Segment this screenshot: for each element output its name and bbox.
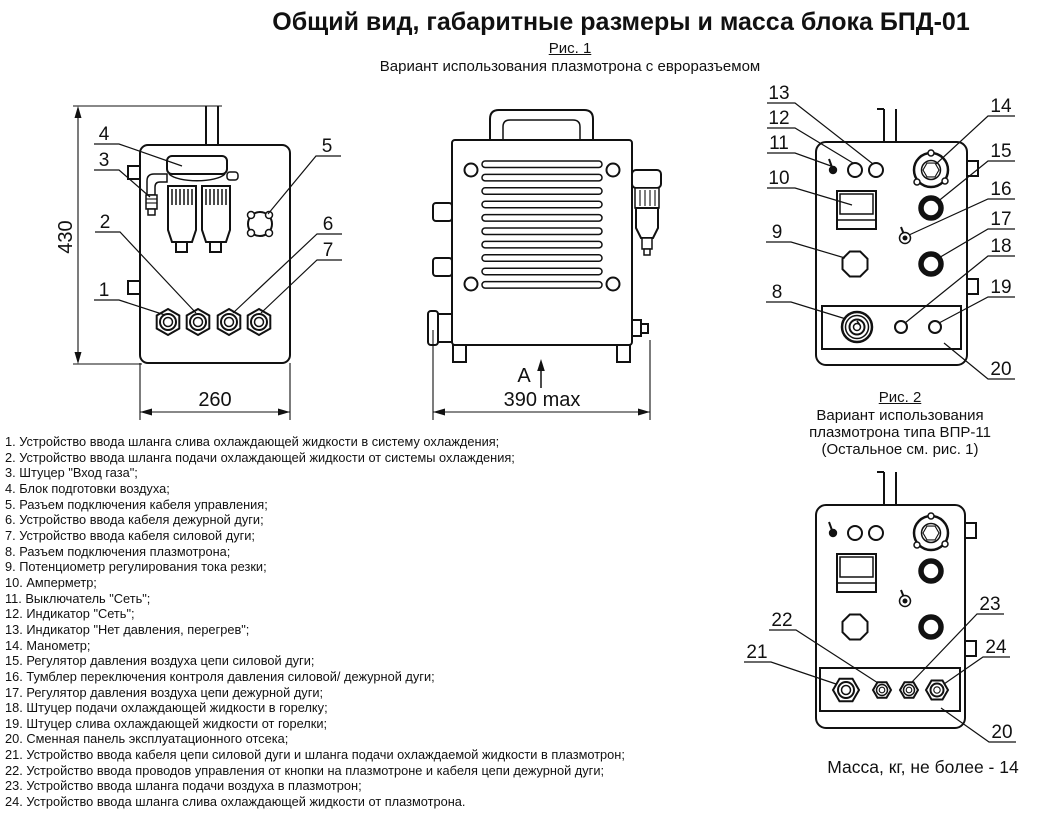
callout-9: 9 xyxy=(771,222,783,243)
hex-fitting-2 xyxy=(187,309,210,335)
hex-fitting-6 xyxy=(218,309,241,335)
hex-fitting-21 xyxy=(833,679,859,702)
callout-20: 20 xyxy=(990,359,1012,380)
fig2-label: Рис. 2 xyxy=(878,389,922,406)
plasmatron-connector xyxy=(842,312,872,342)
front-panel-fig1-drawing xyxy=(745,78,1052,390)
fig2-caption-line2: плазмотрона типа ВПР-11 xyxy=(809,424,991,441)
legend-item: 24. Устройство ввода шланга слива охлаждающей жидкости от плазмотрона. xyxy=(5,794,466,810)
right-tab-lower xyxy=(965,641,976,656)
legend-item: 8. Разъем подключения плазмотрона; xyxy=(5,543,231,559)
side-view-drawing xyxy=(420,92,670,427)
callout-10: 10 xyxy=(768,168,790,189)
cabinet-side xyxy=(452,140,632,345)
filter-cup-right xyxy=(202,186,230,252)
pressure-fault-indicator xyxy=(869,163,883,177)
callout-12: 12 xyxy=(768,108,790,129)
legend-list xyxy=(5,434,725,810)
power-indicator xyxy=(848,163,862,177)
air-regulator-main-arc xyxy=(921,561,941,581)
legend-item: 22. Устройство ввода проводов управления от кнопки на плазмотроне и кабеля цепи дежурной дуги; xyxy=(5,762,605,778)
current-potentiometer-knob xyxy=(843,252,868,277)
hex-fitting-7 xyxy=(248,309,271,335)
feet xyxy=(453,345,630,362)
legend-item: 3. Штуцер "Вход газа"; xyxy=(5,465,138,481)
callout-5: 5 xyxy=(321,136,333,157)
legend-item: 21. Устройство ввода кабеля цепи силовой дуги и шланга подачи охлаждаемой жидкости в плазмотрон; xyxy=(5,747,625,763)
callout-24: 24 xyxy=(985,637,1007,658)
mass-note: Масса, кг, не более - 14 xyxy=(827,757,1019,777)
filter-cup-left xyxy=(168,186,196,252)
page-title: Общий вид, габаритные размеры и масса блока БПД-01 xyxy=(272,8,970,36)
power-indicator xyxy=(848,526,862,540)
callout-7: 7 xyxy=(322,240,334,261)
legend-item: 23. Устройство ввода шланга подачи воздуха в плазмотрон; xyxy=(5,778,362,794)
pressure-fault-indicator xyxy=(869,526,883,540)
gas-inlet-fitting xyxy=(146,195,157,215)
legend-item: 1. Устройство ввода шланга слива охлаждающей жидкости в систему охлаждения; xyxy=(5,434,500,449)
fig2-caption-line1: Вариант использования xyxy=(816,407,984,424)
legend-item: 19. Штуцер слива охлаждающей жидкости от горелки; xyxy=(5,715,328,731)
front-panel-fig2-drawing xyxy=(735,462,1052,757)
callout-22: 22 xyxy=(771,610,793,631)
rear-view-drawing xyxy=(50,92,345,427)
callout-4: 4 xyxy=(98,124,110,145)
hex-fitting-22 xyxy=(873,682,891,698)
legend-item: 16. Тумблер переключения контроля давления силовой/ дежурной дуги; xyxy=(5,668,435,684)
top-pipe xyxy=(877,109,896,145)
width-dim-label: 260 xyxy=(198,389,232,411)
carry-handle xyxy=(490,110,593,142)
fig1-caption: Вариант использования плазмотрона с евроразъемом xyxy=(379,58,761,75)
view-a-arrow xyxy=(517,359,544,388)
legend-item: 7. Устройство ввода кабеля силовой дуги; xyxy=(5,527,255,543)
ammeter xyxy=(837,554,876,592)
left-tab-upper xyxy=(128,166,140,179)
current-potentiometer-knob xyxy=(843,615,868,640)
legend-item: 14. Манометр; xyxy=(5,637,91,653)
air-regulator-pilot-arc xyxy=(921,617,941,637)
callout-14: 14 xyxy=(990,96,1012,117)
legend-item: 9. Потенциометр регулирования тока резки; xyxy=(5,559,267,575)
legend-item: 13. Индикатор "Нет давления, перегрев"; xyxy=(5,621,250,637)
right-tab-lower xyxy=(967,279,978,294)
air-regulator-pilot-arc xyxy=(921,254,941,274)
callout-20: 20 xyxy=(991,722,1013,743)
callout-19: 19 xyxy=(990,277,1012,298)
legend-item: 11. Выключатель "Сеть"; xyxy=(5,590,151,606)
height-dim-label: 430 xyxy=(55,220,77,254)
dimension-width-260 xyxy=(140,363,290,420)
legend-item: 12. Индикатор "Сеть"; xyxy=(5,606,135,622)
callout-15: 15 xyxy=(990,141,1012,162)
top-pipe xyxy=(877,472,896,508)
ammeter xyxy=(837,191,876,229)
left-tab-lower xyxy=(128,281,140,294)
legend-item: 10. Амперметр; xyxy=(5,574,97,590)
right-tab-upper xyxy=(965,523,976,538)
side-nipple-right xyxy=(632,320,648,336)
callout-13: 13 xyxy=(768,83,790,104)
callout-16: 16 xyxy=(990,179,1012,200)
callout-1: 1 xyxy=(98,280,110,301)
legend-item: 20. Сменная панель эксплуатационного отсека; xyxy=(5,731,289,747)
air-filter-unit-side xyxy=(632,170,661,255)
top-pipe xyxy=(206,106,218,145)
side-protrusions-left xyxy=(428,203,452,345)
callout-3: 3 xyxy=(98,150,110,171)
control-cable-connector xyxy=(248,212,273,237)
fig1-label: Рис. 1 xyxy=(548,40,592,57)
callout-23: 23 xyxy=(979,594,1001,615)
callout-2: 2 xyxy=(99,212,111,233)
legend-item: 2. Устройство ввода шланга подачи охлаждающей жидкости от системы охлаждения; xyxy=(5,449,515,465)
legend-item: 5. Разъем подключения кабеля управления; xyxy=(5,496,268,512)
legend-item: 18. Штуцер подачи охлаждающей жидкости в горелку; xyxy=(5,700,328,716)
callout-21: 21 xyxy=(746,642,768,663)
callout-17: 17 xyxy=(990,209,1012,230)
callout-8: 8 xyxy=(771,282,783,303)
legend-item: 17. Регулятор давления воздуха цепи дежурной дуги; xyxy=(5,684,324,700)
legend-item: 15. Регулятор давления воздуха цепи силовой дуги; xyxy=(5,653,315,669)
depth-dim-label: 390 max xyxy=(503,389,581,411)
callout-11: 11 xyxy=(769,133,789,154)
view-a-label: A xyxy=(517,365,531,387)
fig2-caption-line3: (Остальное см. рис. 1) xyxy=(821,441,979,458)
torch-connector-side xyxy=(438,314,452,342)
callout-18: 18 xyxy=(990,236,1012,257)
hex-fitting-23 xyxy=(900,682,918,698)
legend-item: 4. Блок подготовки воздуха; xyxy=(5,480,170,496)
callout-6: 6 xyxy=(322,214,334,235)
legend-item: 6. Устройство ввода кабеля дежурной дуги; xyxy=(5,512,264,528)
